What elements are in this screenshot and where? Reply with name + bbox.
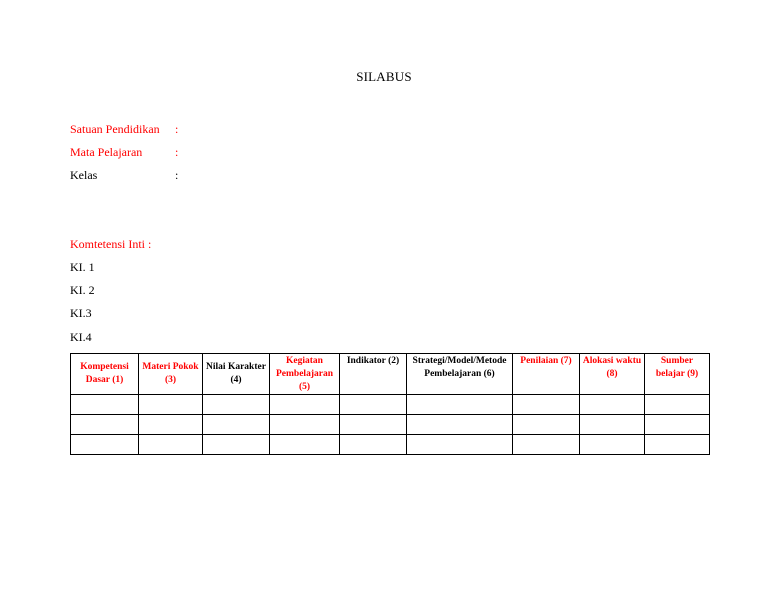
table-cell: [139, 395, 203, 415]
table-cell: [203, 435, 270, 455]
table-cell: [645, 435, 710, 455]
header-materi-pokok: Materi Pokok (3): [139, 354, 203, 395]
table-cell: [513, 415, 580, 435]
table-cell: [645, 395, 710, 415]
table-cell: [340, 435, 407, 455]
header-indikator: Indikator (2): [340, 354, 407, 395]
table-cell: [407, 415, 513, 435]
info-row-satuan-pendidikan: [70, 121, 178, 137]
header-nilai-karakter: Nilai Karakter (4): [203, 354, 270, 395]
table-cell: [407, 395, 513, 415]
ki-heading: Komtetensi Inti :: [70, 237, 152, 251]
table-cell: [139, 435, 203, 455]
table-cell: [71, 415, 139, 435]
table-cell: [71, 395, 139, 415]
ki-item: KI.3: [70, 306, 92, 320]
silabus-table: [70, 353, 710, 455]
table-cell: [513, 395, 580, 415]
info-colon: :: [175, 168, 179, 182]
header-sumber-belajar: Sumber belajar (9): [645, 354, 710, 395]
info-label: Satuan Pendidikan: [70, 122, 160, 136]
table-cell: [270, 395, 340, 415]
table-cell: [407, 435, 513, 455]
table-cell: [340, 415, 407, 435]
table-cell: [139, 415, 203, 435]
table-cell: [71, 435, 139, 455]
info-colon: :: [175, 122, 179, 136]
ki-item: KI. 1: [70, 260, 95, 274]
table-row: [71, 415, 710, 435]
table-cell: [513, 435, 580, 455]
table-header-row: [71, 354, 710, 395]
header-kegiatan-pembelajaran: Kegiatan Pembelajaran (5): [270, 354, 340, 395]
table-row: [71, 435, 710, 455]
table-cell: [203, 395, 270, 415]
header-kompetensi-dasar: Kompetensi Dasar (1): [71, 354, 139, 395]
page-title: SILABUS: [356, 69, 412, 84]
ki-item: KI.4: [70, 330, 92, 344]
table-cell: [203, 415, 270, 435]
table-cell: [580, 435, 645, 455]
table-cell: [580, 395, 645, 415]
info-row-mata-pelajaran: [70, 144, 178, 160]
table-cell: [645, 415, 710, 435]
table-cell: [270, 435, 340, 455]
ki-item: KI. 2: [70, 283, 95, 297]
header-alokasi-waktu: Alokasi waktu (8): [580, 354, 645, 395]
table-row: [71, 395, 710, 415]
header-penilaian: Penilaian (7): [513, 354, 580, 395]
info-colon: :: [175, 145, 179, 159]
header-strategi-model-metode: Strategi/Model/Metode Pembelajaran (6): [407, 354, 513, 395]
info-label: Kelas: [70, 168, 98, 182]
info-row-kelas: [70, 167, 178, 183]
table-cell: [270, 415, 340, 435]
table-cell: [340, 395, 407, 415]
table-cell: [580, 415, 645, 435]
info-label: Mata Pelajaran: [70, 145, 143, 159]
